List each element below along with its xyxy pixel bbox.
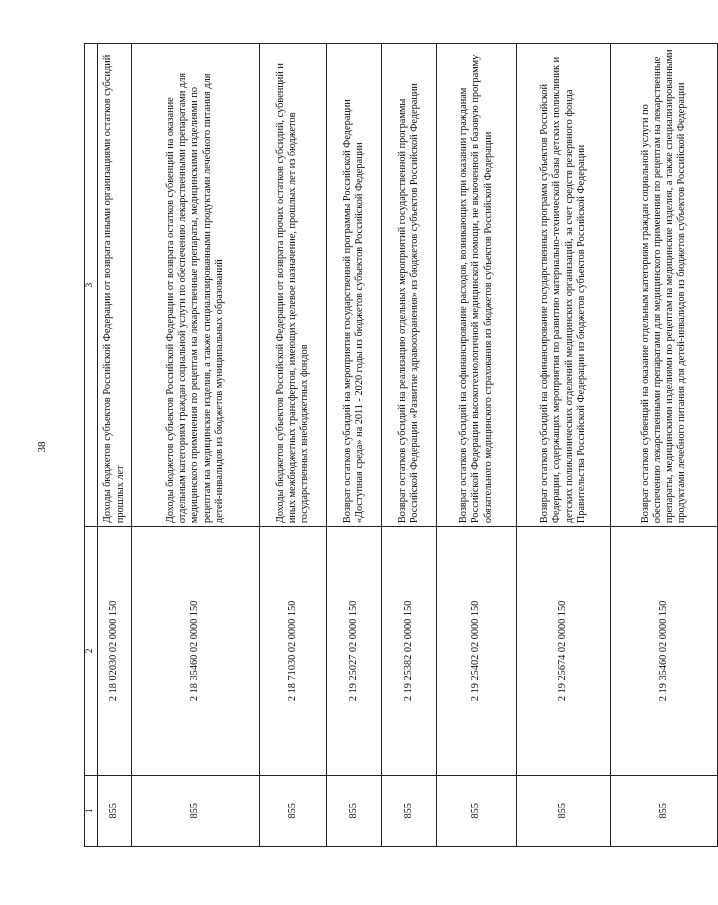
description-cell: Возврат остатков субсидий на софинансирование расходов, возникающих при оказании гражданам Российской Федерации высокотехнологичной медицинской помощи, не включенной в базовую программу обязательного медицинского страхования из бюджетов субъектов Российской Федерации: [437, 44, 517, 527]
description-cell: Доходы бюджетов субъектов Российской Федерации от возврата остатков субвенций на оказание отдельным категориям граждан социальной услуги по обеспечению лекарственными препаратами для медицинского применения по рецептам на лекарственные препараты, медицинскими изделиями по рецептам на медицинские изделия, а также специализированными продуктами лечебного питания для детей-инвалидов из бюджетов муниципальных образований: [132, 44, 260, 527]
table-row: [98, 44, 132, 847]
admin-code-cell: 855: [437, 775, 517, 846]
description-cell: Возврат остатков субвенций на оказание отдельным категориям граждан социальной услуги по обеспечению лекарственными препаратами для медицинского применения по рецептам на лекарственные препараты, медицинскими изделиями по рецептам на медицинские изделия, а также специализированными продуктами лечебного питания для детей-инвалидов из бюджетов субъектов Российской Федерации: [611, 44, 718, 527]
budget-code-cell: 2 18 02030 02 0000 150: [98, 527, 132, 775]
budget-code-cell: 2 18 71030 02 0000 150: [260, 527, 327, 775]
page-number: 38: [36, 441, 48, 453]
admin-code-cell: 855: [611, 775, 718, 846]
admin-code-cell: 855: [517, 775, 611, 846]
description-cell: Доходы бюджетов субъектов Российской Федерации от возврата иными организациями остатков субсидий прошлых лет: [98, 44, 132, 527]
header-col-3: 3: [85, 44, 98, 527]
table-row: [132, 44, 260, 847]
budget-code-cell: 2 19 25027 02 0000 150: [327, 527, 382, 775]
table-row: [327, 44, 382, 847]
description-cell: Возврат остатков субсидий на софинансирование государственных программ субъектов Российской Федерации, содержащих мероприятия по развитию материально-технической базы детских поликлиник и детских поликлинических отделений медицинских организаций, за счет средств резервного фонда Правительства Российской Федерации из бюджетов субъектов Российской Федерации: [517, 44, 611, 527]
table-row: [382, 44, 437, 847]
description-cell: Возврат остатков субсидий на мероприятия государственной программы Российской Федерации «Доступная среда» на 2011 - 2020 годы из бюджетов субъектов Российской Федерации: [327, 44, 382, 527]
header-col-2: 2: [85, 527, 98, 775]
budget-code-cell: 2 19 25382 02 0000 150: [382, 527, 437, 775]
admin-code-cell: 855: [132, 775, 260, 846]
rotated-table-container: [84, 43, 688, 847]
revenue-codes-table: [84, 43, 718, 847]
table-row: [260, 44, 327, 847]
admin-code-cell: 855: [98, 775, 132, 846]
budget-code-cell: 2 19 35460 02 0000 150: [611, 527, 718, 775]
budget-code-cell: 2 19 25402 02 0000 150: [437, 527, 517, 775]
table-row: [611, 44, 718, 847]
description-cell: Доходы бюджетов субъектов Российской Федерации от возврата прочих остатков субсидий, субвенций и иных межбюджетных трансфертов, имеющих целевое назначение, прошлых лет из бюджетов государственных внебюджетных фондов: [260, 44, 327, 527]
admin-code-cell: 855: [327, 775, 382, 846]
header-row: [85, 44, 98, 847]
budget-code-cell: 2 19 25674 02 0000 150: [517, 527, 611, 775]
table-body: [98, 44, 718, 847]
header-col-1: 1: [85, 775, 98, 846]
admin-code-cell: 855: [260, 775, 327, 846]
budget-code-cell: 2 18 35460 02 0000 150: [132, 527, 260, 775]
admin-code-cell: 855: [382, 775, 437, 846]
table-row: [437, 44, 517, 847]
description-cell: Возврат остатков субсидий на реализацию отдельных мероприятий государственной программы Российской Федерации «Развитие здравоохранения» из бюджетов субъектов Российской Федерации: [382, 44, 437, 527]
table-row: [517, 44, 611, 847]
